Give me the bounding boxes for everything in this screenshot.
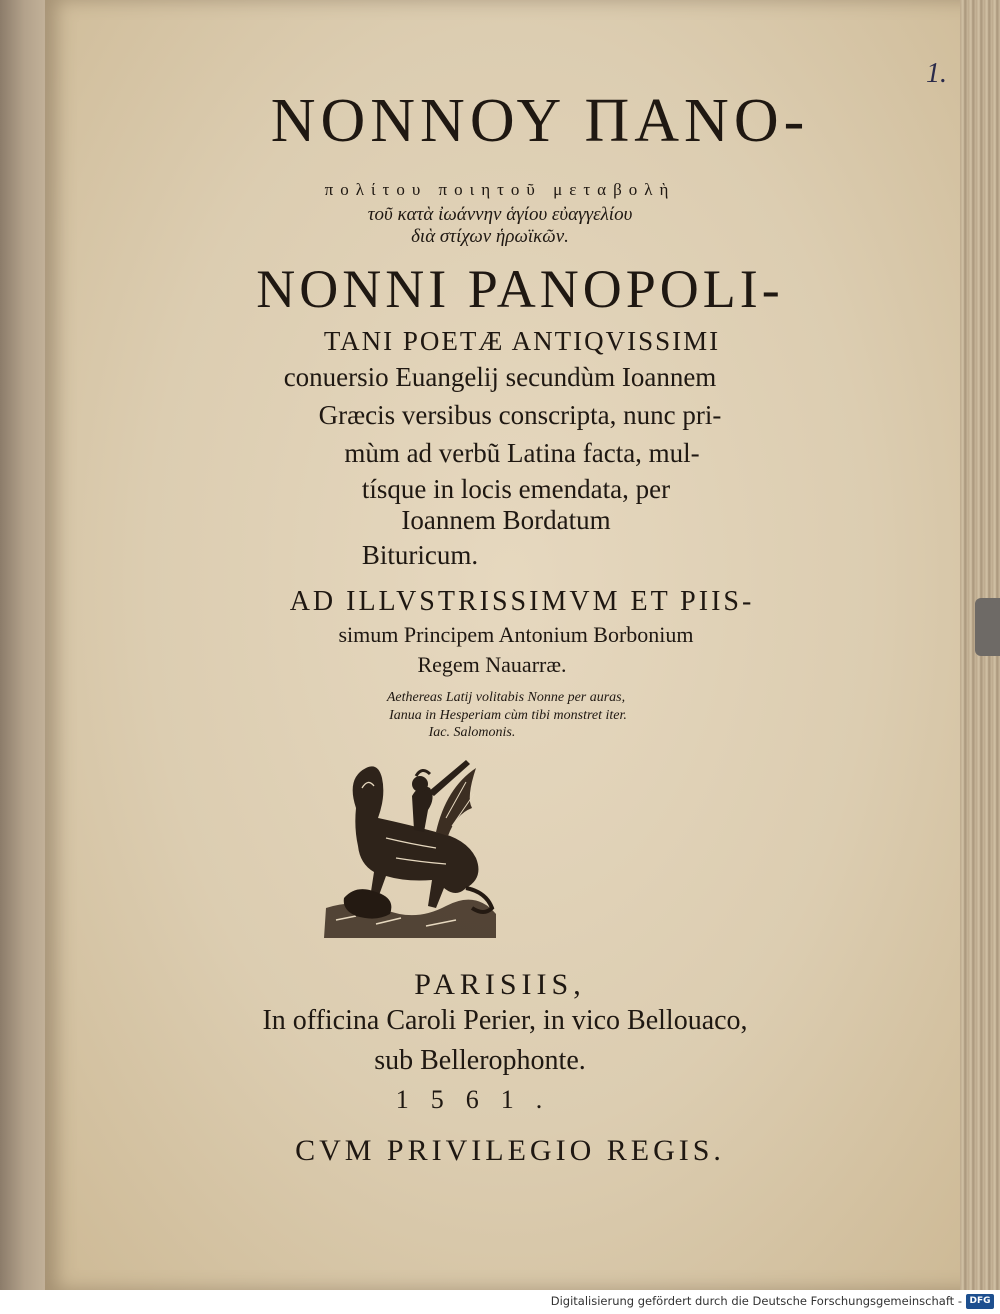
verse-attribution: Iac. Salomonis.: [428, 725, 516, 740]
latin-line-1: conuersio Euangelij secundùm Ioannem: [283, 362, 717, 392]
latin-line-4: tísque in locis emendata, per: [361, 474, 671, 504]
bellerophon-pegasus-woodcut-icon: [316, 748, 502, 940]
greek-line-2: τοῦ κατὰ ἰωάννην ἁγίου εὐαγγελίου: [367, 204, 633, 225]
imprint-city: PARISIIS,: [414, 968, 586, 1001]
latin-line-5: Ioannem Bordatum: [401, 505, 611, 535]
imprint-year: 1561.: [395, 1085, 565, 1114]
verse-line-1: Aethereas Latij volitabis Nonne per auras,: [386, 690, 626, 705]
greek-title: ΝΟΝΝΟΥ ΠΑΝΟ-: [270, 87, 810, 155]
latin-line-3: mùm ad verbũ Latina facta, mul-: [344, 438, 700, 468]
latin-subtitle: TANI POETÆ ANTIQVISSIMI: [323, 326, 721, 356]
dedication-line-2: simum Principem Antonium Borbonium: [338, 622, 694, 647]
folio-number: 1.: [926, 58, 947, 89]
imprint-line-1: In officina Caroli Perier, in vico Bellouaco,: [262, 1005, 748, 1036]
verse-line-2: Ianua in Hesperiam cùm tibi monstret iter.: [389, 708, 627, 723]
footer-bar: [0, 1290, 1000, 1314]
dfg-logo[interactable]: DFG: [966, 1294, 994, 1309]
greek-line-3: διὰ στίχων ἡρωϊκῶν.: [411, 226, 569, 247]
footer-credit: Digitalisierung gefördert durch die Deutsche Forschungsgemeinschaft -: [550, 1294, 962, 1308]
imprint-line-2: sub Bellerophonte.: [374, 1045, 586, 1076]
greek-subtitle: πολίτου ποιητοῦ μεταβολὴ: [324, 180, 676, 199]
dedication-line-3: Regem Nauarræ.: [417, 652, 567, 677]
privilege-line: CVM PRIVILEGIO REGIS.: [295, 1134, 725, 1167]
latin-line-6: Bituricum.: [361, 540, 479, 570]
latin-line-2: Græcis versibus conscripta, nunc pri-: [318, 400, 722, 430]
dedication-line-1: AD ILLVSTRISSIMVM ET PIIS-: [289, 586, 755, 617]
latin-title: NONNI PANOPOLI-: [256, 259, 784, 319]
